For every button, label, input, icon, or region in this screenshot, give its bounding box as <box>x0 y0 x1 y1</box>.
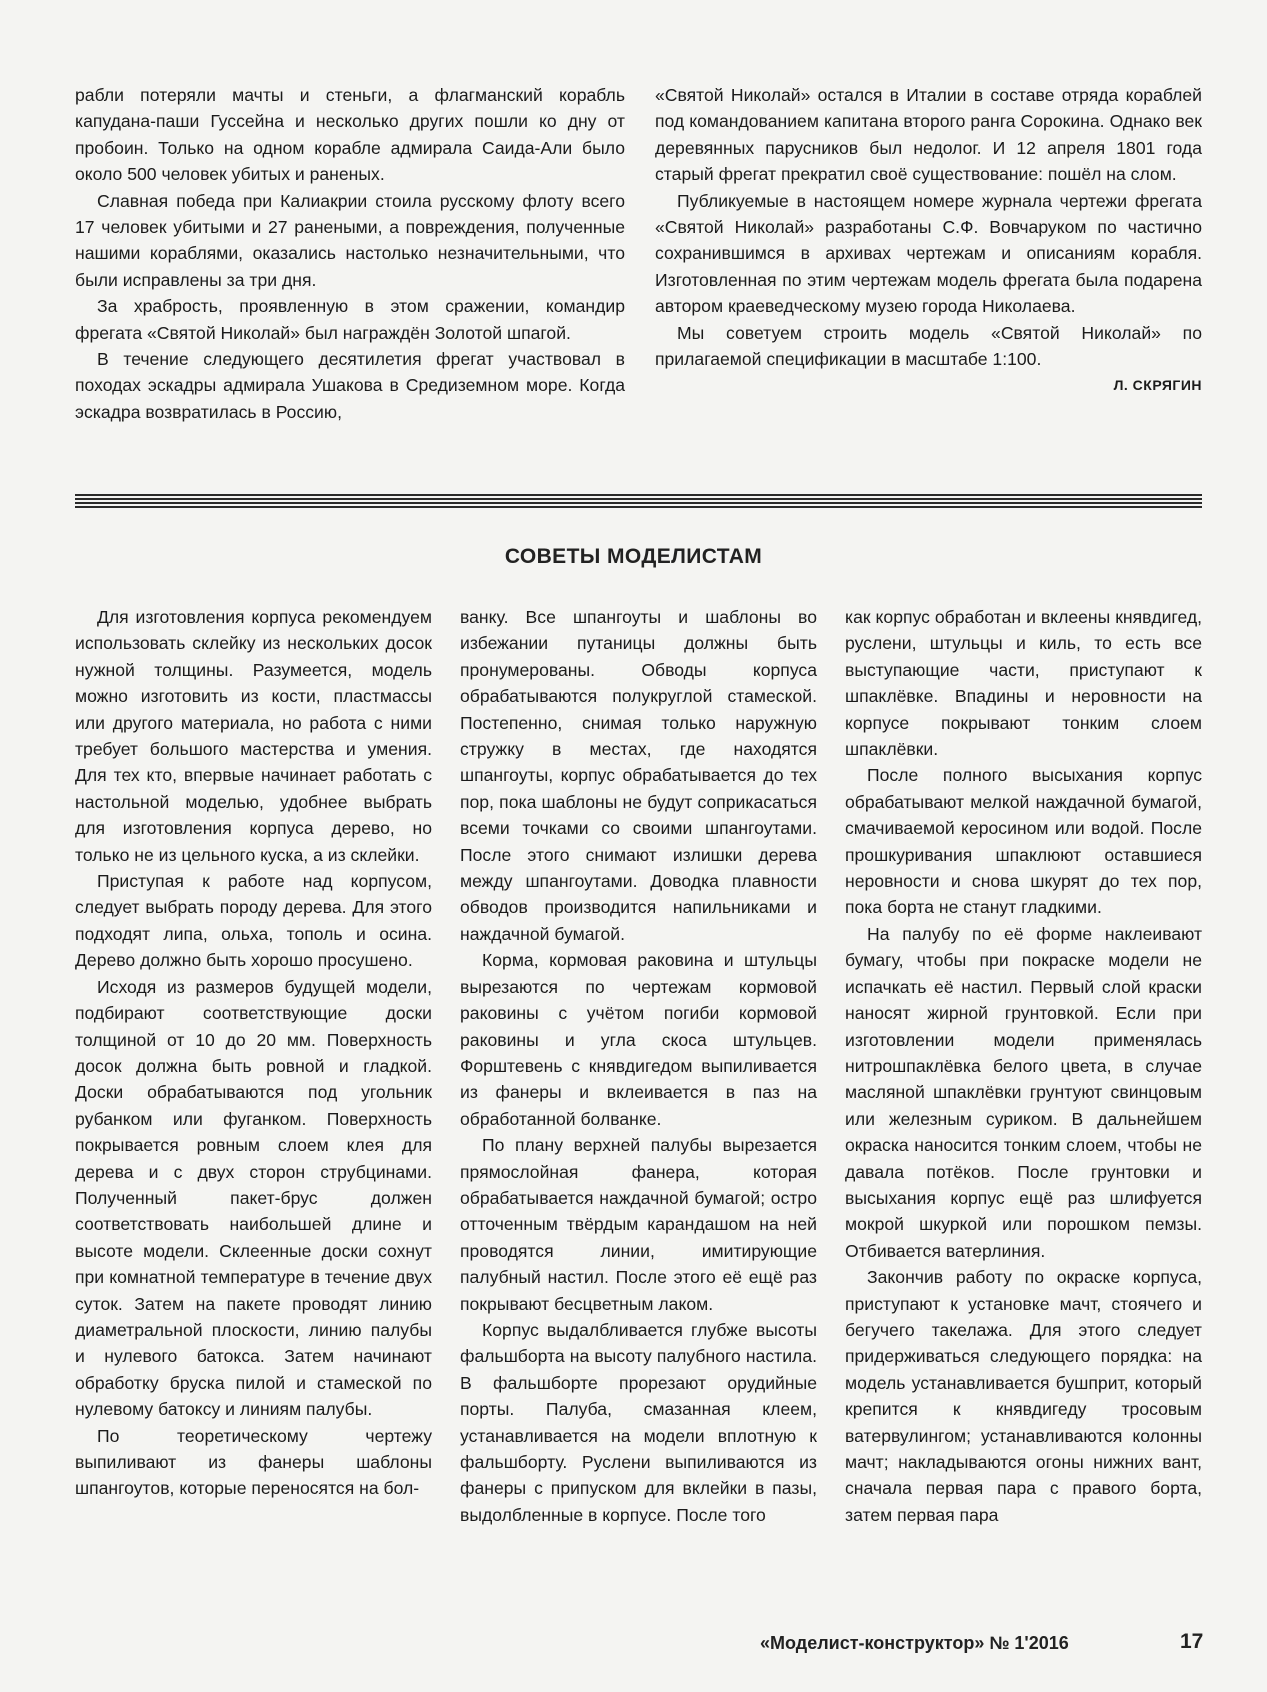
paragraph: как корпус обработан и вклеены княвдигед, руслени, штульцы и киль, то есть все выступающие части, приступают к шпаклёвке. Впадины и неровности на корпусе покрывают тонким слоем шпаклёвки. <box>845 607 1202 760</box>
paragraph: Закончив работу по окраске корпуса, приступают к установке мачт, стоячего и бегучего такелажа. Для этого следует придерживаться следующего порядка: на модель устанавливается бушприт, который крепится к княвдигеду тросовым ватервулингом; устанавливаются колонны мачт; накладываются огоны нижних вант, сначала первая пара с правого борта, затем первая пара <box>845 1267 1202 1525</box>
paragraph: Славная победа при Калиакрии стоила русскому флоту всего 17 человек убитыми и 27 ранеными, а повреждения, полученные нашими кораблями, оказались настолько незначительными, что были исправлены за три дня. <box>75 190 625 290</box>
paragraph: «Святой Николай» остался в Италии в составе отряда кораблей под командованием капитана второго ранга Сорокина. Однако век деревянных парусников был недолог. И 12 апреля 1801 года старый фрегат прекратил своё существование: пошёл на слом. <box>655 85 1202 185</box>
divider-line <box>75 498 1202 500</box>
top-right-column <box>655 82 1202 399</box>
magazine-footer: «Моделист-конструктор» № 1'2016 <box>760 1633 1069 1653</box>
paragraph: Корпус выдалбливается глубже высоты фальшборта на высоту палубного настила. В фальшборте прорезают орудийные порты. Палуба, смазанная клеем, устанавливается на модели вплотную к фальшборту. Руслени выпиливаются из фанеры с припуском для вклейки в пазы, выдолбленные в корпусе. После того <box>460 1319 817 1525</box>
paragraph: По теоретическому чертежу выпиливают из фанеры шаблоны шпангоутов, которые переносятся на бол- <box>75 1425 432 1499</box>
paragraph: Мы советуем строить модель «Святой Николай» по прилагаемой спецификации в масштабе 1:100. <box>655 322 1202 370</box>
paragraph: Исходя из размеров будущей модели, подбирают соответствующие доски толщиной от 10 до 20 мм. Поверхность досок должна быть ровной и гладкой. Доски обрабатываются под угольник рубанком или фуганком. Поверхность покрывается ровным слоем клея для дерева и с двух сторон струбцинами. Полученный пакет-брус должен соответствовать наибольшей длине и высоте модели. Склеенные доски сохнут при комнатной температуре в течение двух суток. Затем на пакете проводят линию диаметральной плоскости, линию палубы и нулевого батокса. Затем начинают обработку бруска пилой и стамеской по нулевому батоксу и линиям палубы. <box>75 976 432 1420</box>
column-2 <box>460 604 817 1528</box>
author-signature: Л. СКРЯГИН <box>1113 377 1202 394</box>
paragraph: рабли потеряли мачты и стеньги, а флагманский корабль капудана-паши Гуссейна и несколько других пошли ко дну от пробоин. Только на одном корабле адмирала Саида-Али было около 500 человек убитых и раненых. <box>75 85 625 185</box>
divider-line <box>75 494 1202 496</box>
paragraph: Корма, кормовая раковина и штульцы вырезаются по чертежам кормовой раковины с учётом погиби кормовой раковины и угла скоса штульцев. Форштевень с княвдигедом выпиливается из фанеры и вклеивается в паз на обработанной болванке. <box>460 950 817 1129</box>
paragraph: В течение следующего десятилетия фрегат участвовал в походах эскадры адмирала Ушакова в Средиземном море. Когда эскадра возвратилась в Россию, <box>75 349 625 422</box>
divider-line <box>75 506 1202 508</box>
paragraph: После полного высыхания корпус обрабатывают мелкой наждачной бумагой, смачиваемой керосином или водой. После прошкуривания шпаклюют оставшиеся неровности и снова шкурят до тех пор, пока борта не станут гладкими. <box>845 765 1202 918</box>
paragraph: По плану верхней палубы вырезается прямослойная фанера, которая обрабатывается наждачной бумагой; остро отточенным твёрдым карандашом на ней проводятся линии, имитирующие палубный настил. После этого её ещё раз покрывают бесцветным лаком. <box>460 1135 817 1314</box>
paragraph: Для изготовления корпуса рекомендуем использовать склейку из нескольких досок нужной толщины. Разумеется, модель можно изготовить из кости, пластмассы или другого материала, но работа с ними требует большого мастерства и умения. Для тех кто, впервые начинает работать с настольной моделью, удобнее выбрать для изготовления корпуса дерево, но только не из цельного куска, а из склейки. <box>75 607 432 865</box>
column-1 <box>75 604 432 1502</box>
paragraph: Публикуемые в настоящем номере журнала чертежи фрегата «Святой Николай» разработаны С.Ф. Вовчаруком по частично сохранившимся в архивах чертежам и описаниям корабля. Изготовленная по этим чертежам модель фрегата была подарена автором краеведческому музею города Николаева. <box>655 190 1202 317</box>
page-number: 17 <box>1180 1630 1204 1653</box>
paragraph: Приступая к работе над корпусом, следует выбрать породу дерева. Для этого подходят липа, ольха, тополь и осина. Дерево должно быть хорошо просушено. <box>75 871 432 971</box>
column-3 <box>845 604 1202 1528</box>
divider-line <box>75 502 1202 504</box>
section-title: СОВЕТЫ МОДЕЛИСТАМ <box>504 545 763 568</box>
paragraph: ванку. Все шпангоуты и шаблоны во избежании путаницы должны быть пронумерованы. Обводы корпуса обрабатываются полукруглой стамеской. Постепенно, снимая только наружную стружку в местах, где находятся шпангоуты, корпус обрабатывается до тех пор, пока шаблоны не будут соприкасаться всеми точками со своими шпангоутами. После этого снимают излишки дерева между шпангоутами. Доводка плавности обводов производится напильниками и наждачной бумагой. <box>460 607 817 944</box>
paragraph: За храбрость, проявленную в этом сражении, командир фрегата «Святой Николай» был награждён Золотой шпагой. <box>75 296 625 343</box>
paragraph: На палубу по её форме наклеивают бумагу, чтобы при покраске модели не испачкать её настил. Первый слой краски наносят жирной грунтовкой. Если при изготовлении модели применялась нитрошпаклёвка белого цвета, в случае масляной шпаклёвки грунтуют свинцовым или железным суриком. В дальнейшем окраска наносится тонким слоем, чтобы не давала потёков. После грунтовки и высыхания корпус ещё раз шлифуется мокрой шкуркой или порошком пемзы. Отбивается ватерлиния. <box>845 923 1202 1261</box>
top-left-column <box>75 82 625 425</box>
section-divider <box>75 494 1202 510</box>
